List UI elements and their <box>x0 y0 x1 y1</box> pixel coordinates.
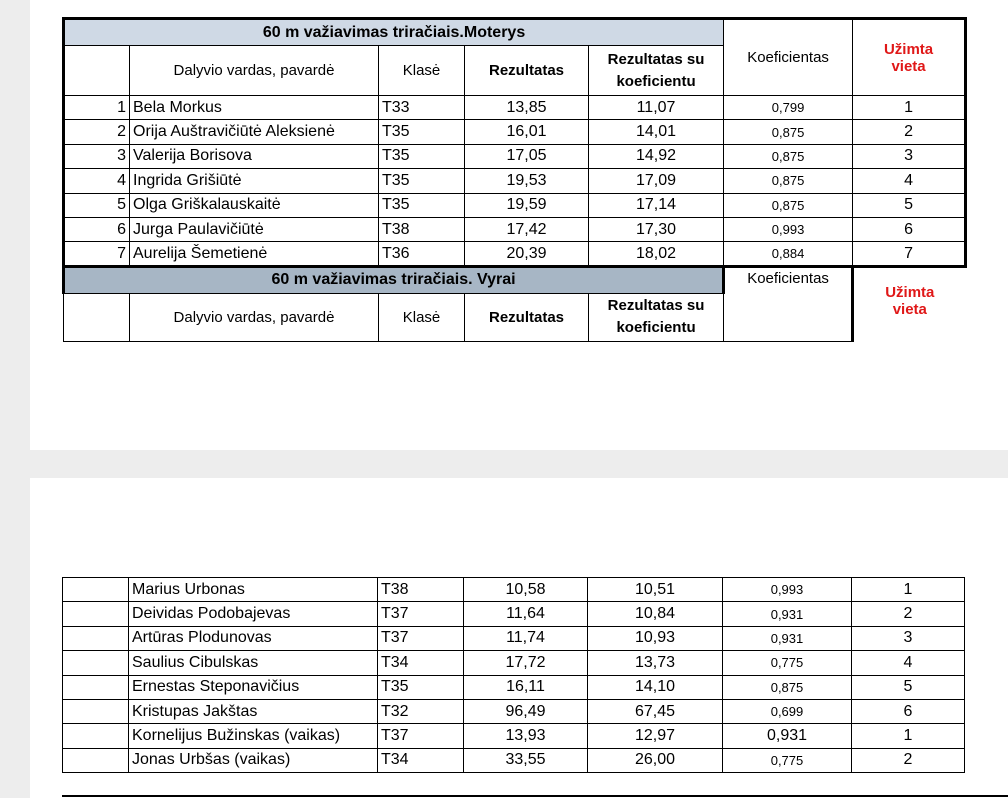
table-row <box>64 96 966 120</box>
table-row <box>63 724 965 748</box>
participant-name: Marius Urbonas <box>129 578 378 602</box>
participant-name: Ernestas Steponavičius <box>129 675 378 699</box>
results-table-men <box>62 577 965 773</box>
place-value: 2 <box>853 120 966 144</box>
result-value: 17,42 <box>465 217 589 241</box>
coef-value: 0,931 <box>723 724 852 748</box>
result-value: 17,05 <box>465 144 589 168</box>
table-row <box>63 651 965 675</box>
row-number <box>63 626 129 650</box>
table-row <box>64 242 966 266</box>
participant-class: T34 <box>378 748 464 772</box>
men-header-place: Užimta vieta <box>853 266 966 341</box>
place-value: 2 <box>852 748 965 772</box>
participant-name: Jonas Urbšas (vaikas) <box>129 748 378 772</box>
place-value: 3 <box>853 144 966 168</box>
row-number: 1 <box>64 96 130 120</box>
coef-value: 0,931 <box>723 602 852 626</box>
coef-value: 0,875 <box>724 193 853 217</box>
participant-class: T33 <box>379 96 465 120</box>
result-value: 13,93 <box>464 724 588 748</box>
row-number: 4 <box>64 169 130 193</box>
participant-name: Jurga Paulavičiūtė <box>130 217 379 241</box>
result-coef-value: 17,30 <box>589 217 724 241</box>
table-row <box>64 169 966 193</box>
place-value: 3 <box>852 626 965 650</box>
coef-value: 0,993 <box>724 217 853 241</box>
participant-class: T35 <box>379 120 465 144</box>
row-number: 3 <box>64 144 130 168</box>
place-value: 5 <box>852 675 965 699</box>
result-coef-value: 12,97 <box>588 724 723 748</box>
row-number: 5 <box>64 193 130 217</box>
coef-value: 0,884 <box>724 242 853 266</box>
table-row <box>63 578 965 602</box>
participant-class: T35 <box>379 144 465 168</box>
result-coef-value: 10,51 <box>588 578 723 602</box>
participant-name: Artūras Plodunovas <box>129 626 378 650</box>
participant-name: Olga Griškalauskaitė <box>130 193 379 217</box>
result-coef-value: 13,73 <box>588 651 723 675</box>
men-table-title: 60 m važiavimas triračiais. Vyrai <box>64 266 724 293</box>
participant-class: T37 <box>378 724 464 748</box>
men-header-class: Klasė <box>379 293 465 341</box>
row-number <box>63 675 129 699</box>
result-value: 16,11 <box>464 675 588 699</box>
table-row <box>64 120 966 144</box>
bottom-rule <box>62 795 1008 797</box>
result-coef-value: 17,09 <box>589 169 724 193</box>
result-value: 96,49 <box>464 699 588 723</box>
header-no <box>64 46 130 96</box>
table-row <box>63 699 965 723</box>
men-header-coef: Koeficientas <box>724 266 853 341</box>
coef-value: 0,875 <box>724 144 853 168</box>
row-number <box>63 602 129 626</box>
women-table-title: 60 m važiavimas triračiais.Moterys <box>64 19 724 46</box>
participant-class: T34 <box>378 651 464 675</box>
participant-class: T38 <box>379 217 465 241</box>
participant-class: T35 <box>378 675 464 699</box>
result-value: 11,74 <box>464 626 588 650</box>
row-number <box>63 699 129 723</box>
participant-class: T36 <box>379 242 465 266</box>
header-class: Klasė <box>379 46 465 96</box>
place-value: 4 <box>852 651 965 675</box>
participant-class: T37 <box>378 626 464 650</box>
row-number <box>63 724 129 748</box>
men-header-result: Rezultatas <box>465 293 589 341</box>
result-coef-value: 10,93 <box>588 626 723 650</box>
coef-value: 0,875 <box>723 675 852 699</box>
result-value: 11,64 <box>464 602 588 626</box>
table-row <box>64 144 966 168</box>
participant-class: T38 <box>378 578 464 602</box>
header-place: Užimta vieta <box>853 19 966 96</box>
result-coef-value: 17,14 <box>589 193 724 217</box>
participant-name: Valerija Borisova <box>130 144 379 168</box>
table-row <box>64 217 966 241</box>
result-coef-value: 26,00 <box>588 748 723 772</box>
coef-value: 0,699 <box>723 699 852 723</box>
row-number: 7 <box>64 242 130 266</box>
participant-class: T35 <box>379 193 465 217</box>
header-name: Dalyvio vardas, pavardė <box>130 46 379 96</box>
coef-value: 0,875 <box>724 120 853 144</box>
place-value: 6 <box>853 217 966 241</box>
participant-class: T35 <box>379 169 465 193</box>
place-value: 5 <box>853 193 966 217</box>
participant-name: Deividas Podobajevas <box>129 602 378 626</box>
result-coef-value: 14,01 <box>589 120 724 144</box>
coef-value: 0,931 <box>723 626 852 650</box>
result-value: 20,39 <box>465 242 589 266</box>
table-row <box>63 626 965 650</box>
participant-class: T37 <box>378 602 464 626</box>
coef-value: 0,993 <box>723 578 852 602</box>
coef-value: 0,775 <box>723 748 852 772</box>
result-coef-value: 14,92 <box>589 144 724 168</box>
table-row <box>64 193 966 217</box>
participant-name: Orija Auštravičiūtė Aleksienė <box>130 120 379 144</box>
row-number: 2 <box>64 120 130 144</box>
row-number <box>63 651 129 675</box>
row-number <box>63 748 129 772</box>
row-number <box>63 578 129 602</box>
result-coef-value: 14,10 <box>588 675 723 699</box>
participant-class: T32 <box>378 699 464 723</box>
place-value: 1 <box>852 578 965 602</box>
header-result: Rezultatas <box>465 46 589 96</box>
result-value: 16,01 <box>465 120 589 144</box>
participant-name: Kristupas Jakštas <box>129 699 378 723</box>
result-coef-value: 67,45 <box>588 699 723 723</box>
table-row <box>63 602 965 626</box>
participant-name: Aurelija Šemetienė <box>130 242 379 266</box>
place-value: 6 <box>852 699 965 723</box>
participant-name: Saulius Cibulskas <box>129 651 378 675</box>
participant-name: Kornelijus Bužinskas (vaikas) <box>129 724 378 748</box>
result-coef-value: 18,02 <box>589 242 724 266</box>
result-coef-value: 10,84 <box>588 602 723 626</box>
coef-value: 0,875 <box>724 169 853 193</box>
result-value: 33,55 <box>464 748 588 772</box>
result-value: 19,53 <box>465 169 589 193</box>
place-value: 2 <box>852 602 965 626</box>
row-number: 6 <box>64 217 130 241</box>
men-header-no <box>64 293 130 341</box>
result-coef-value: 11,07 <box>589 96 724 120</box>
men-header-name: Dalyvio vardas, pavardė <box>130 293 379 341</box>
coef-value: 0,775 <box>723 651 852 675</box>
men-header-result-coef: Rezultatas su koeficientu <box>589 293 724 341</box>
place-value: 7 <box>853 242 966 266</box>
coef-value: 0,799 <box>724 96 853 120</box>
header-coef: Koeficientas <box>724 19 853 96</box>
place-value: 1 <box>852 724 965 748</box>
place-value: 1 <box>853 96 966 120</box>
header-result-coef: Rezultatas su koeficientu <box>589 46 724 96</box>
table-row <box>63 748 965 772</box>
result-value: 17,72 <box>464 651 588 675</box>
table-row <box>63 675 965 699</box>
result-value: 10,58 <box>464 578 588 602</box>
participant-name: Bela Morkus <box>130 96 379 120</box>
results-table-women <box>62 17 967 342</box>
result-value: 13,85 <box>465 96 589 120</box>
participant-name: Ingrida Grišiūtė <box>130 169 379 193</box>
place-value: 4 <box>853 169 966 193</box>
result-value: 19,59 <box>465 193 589 217</box>
